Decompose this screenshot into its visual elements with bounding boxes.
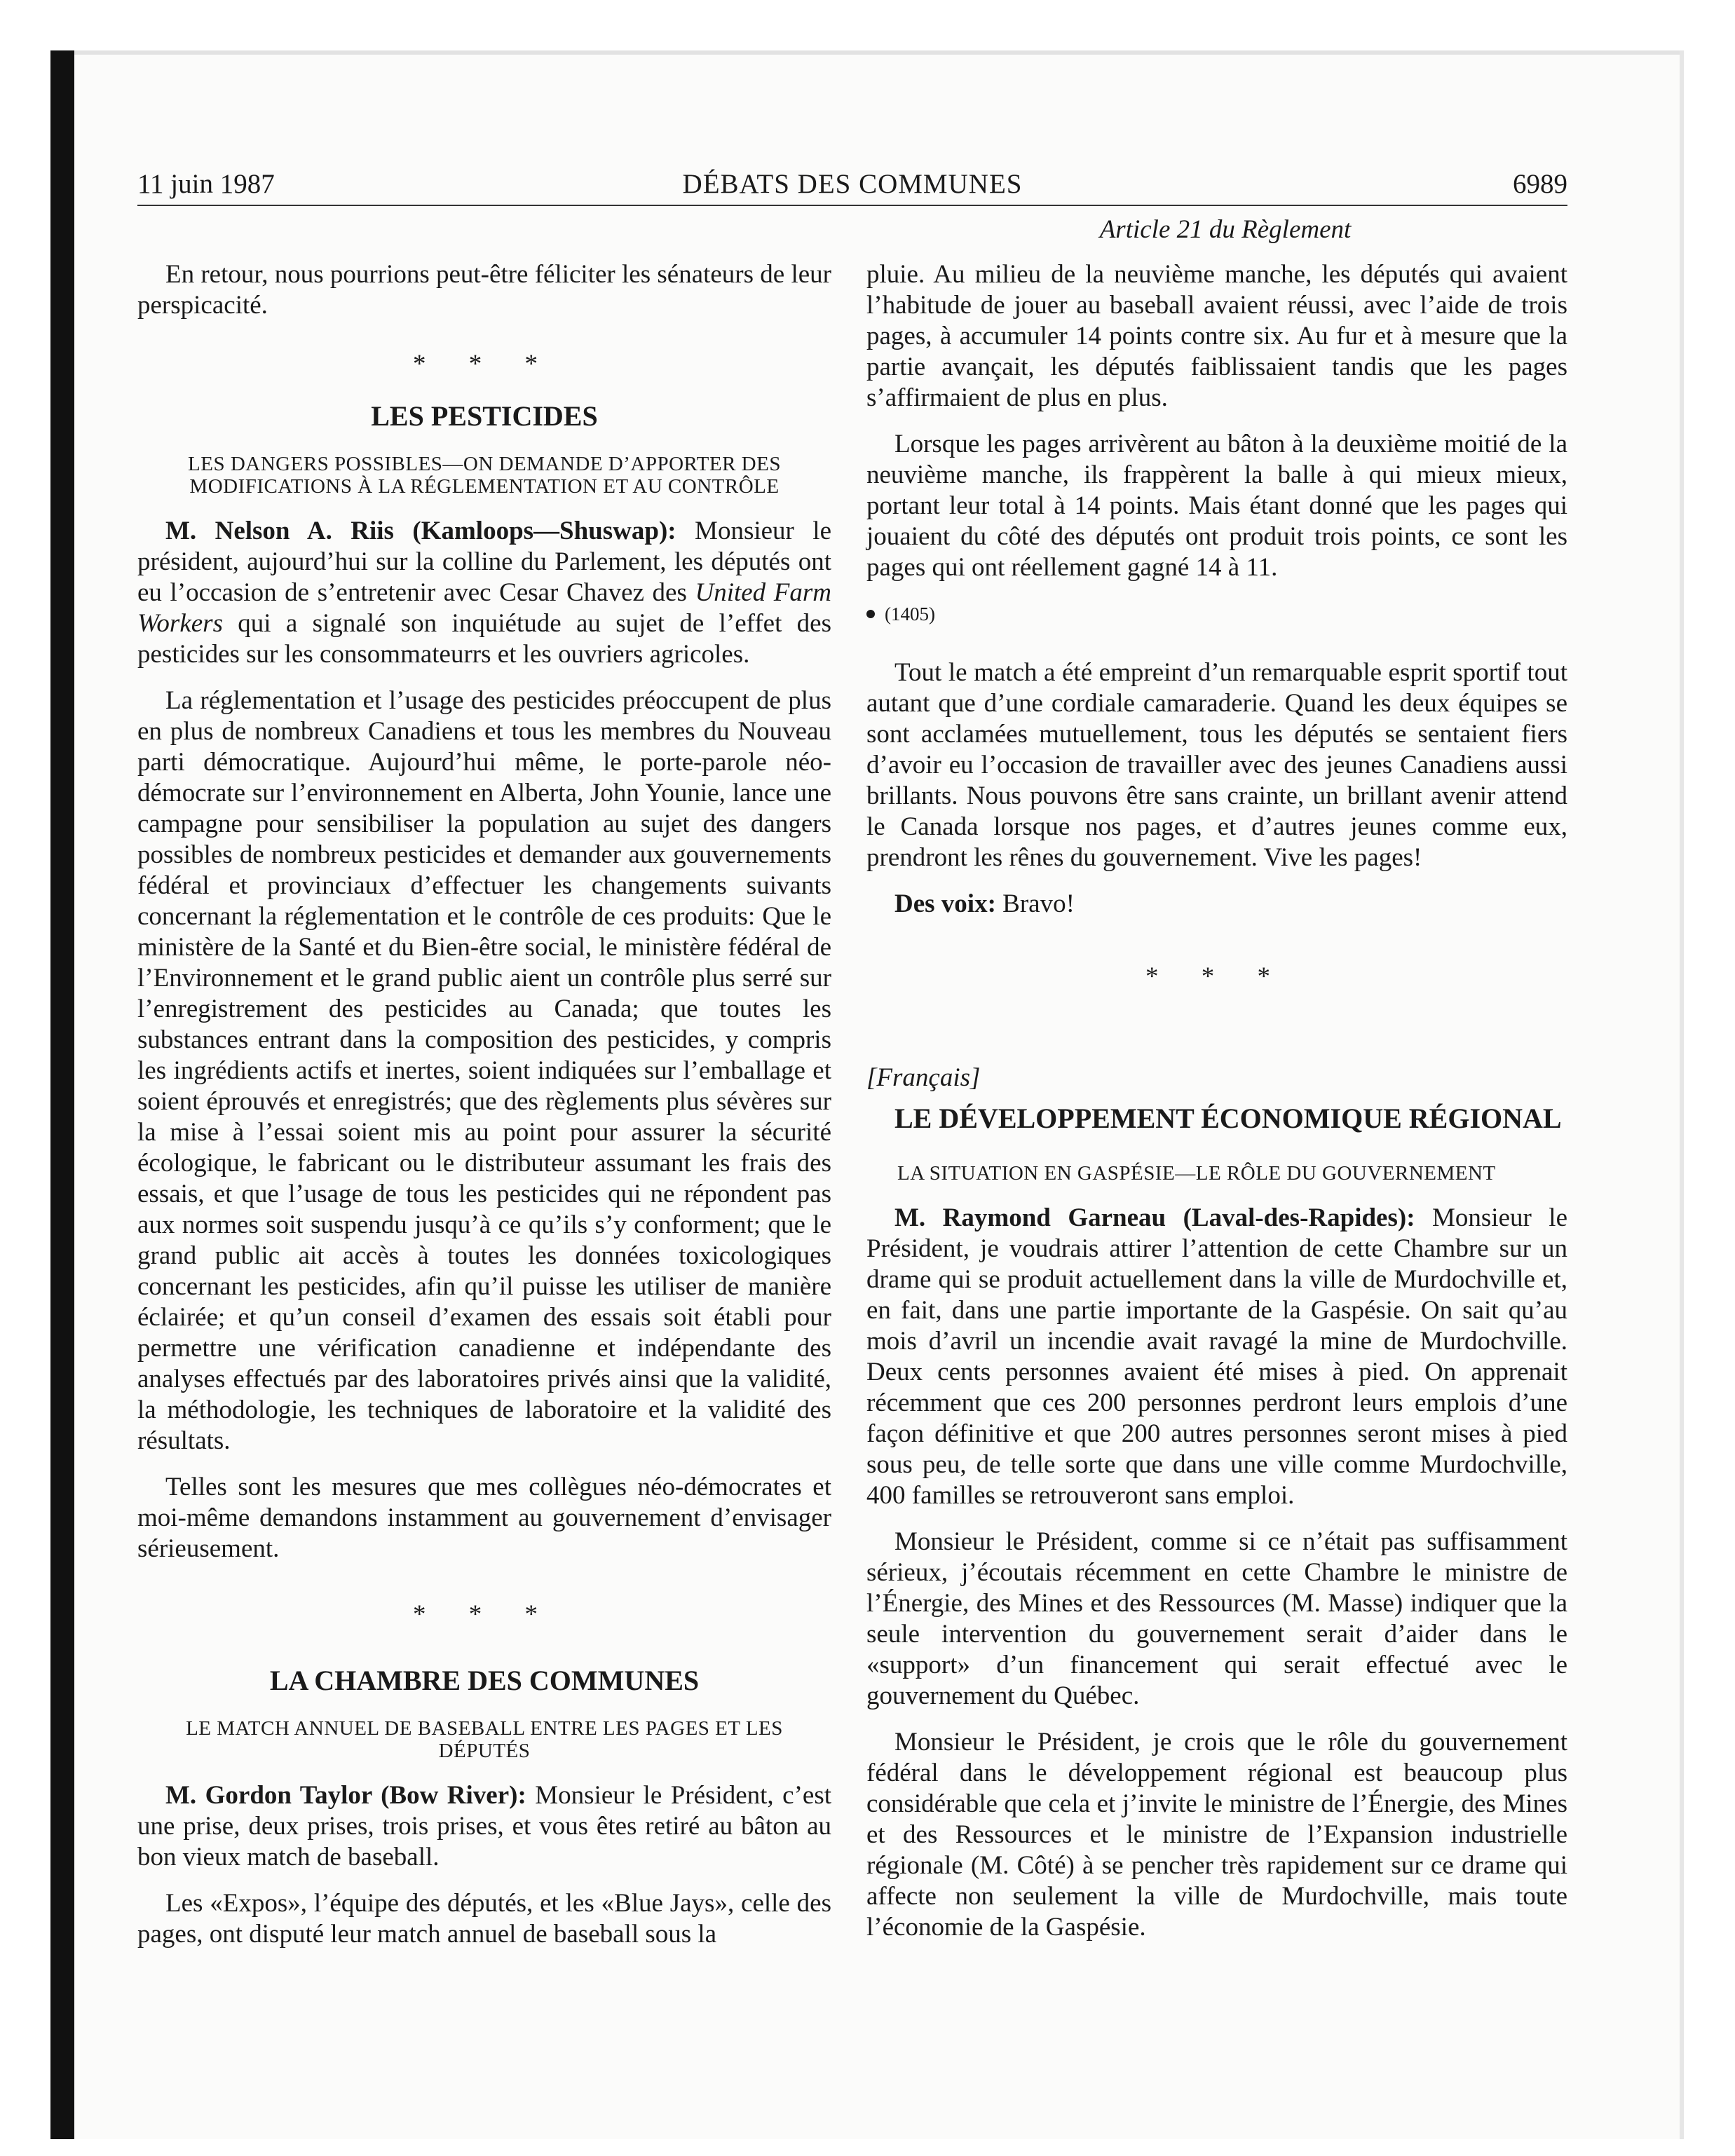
header-publication: DÉBATS DES COMMUNES [682,169,1023,199]
speaker-name: M. Gordon Taylor (Bow River): [165,1781,526,1810]
speech-taylor-p3: Lorsque les pages arrivèrent au bâton à la deuxième moitié de la neuvième manche, ils frappèrent la balle à qui mieux mieux, portant leur total à 14 points. Mais étant donné que les pages qui jouaient du côté des députés ont produit trois points, ce sont les pages qui ont réellement gagné 14 à 11. [866,430,1567,582]
voices-label: Des voix: [894,889,996,918]
section-subtitle-developpement: LA SITUATION EN GASPÉSIE—LE RÔLE DU GOUVERNEMENT [897,1162,1496,1185]
header-page-number: 6989 [1513,169,1567,199]
speech-garneau-p1 [866,1203,1567,1511]
section-separator: * * * [1145,962,1288,991]
bullet-icon [866,610,875,618]
speaker-name: M. Raymond Garneau (Laval-des-Rapides): [894,1203,1415,1232]
left-column [137,259,831,1965]
speech-taylor-p4: Tout le match a été empreint d’un remarquable esprit sportif tout autant que d’une cordiale camaraderie. Quand les deux équipes se sont acclamées mutuellement, tous les députés se sentaient fiers d’avoir eu l’occasion de travailler avec des jeunes Canadiens aussi brillants. Nous pouvons être sans crainte, un brillant avenir attend le Canada lorsque nos pages, et d’autres jeunes comme eux, prendront les rênes du gouvernement. Vive les pages! [866,658,1567,872]
header-date: 11 juin 1987 [137,169,275,199]
section-separator: * * * [413,350,556,378]
speech-text: Monsieur le président, aujourd’hui sur la colline du Parlement, les députés ont eu l’occasion de s’entretenir avec Cesar Chavez des [137,517,831,607]
speech-taylor-p1 [137,1780,831,1873]
section-title-pesticides: LES PESTICIDES [371,400,598,432]
section-separator: * * * [413,1600,556,1629]
timestamp-label: (1405) [885,603,935,625]
speech-text: Monsieur le Président, je voudrais attirer l’attention de cette Chambre sur un drame qui se produit actuellement dans la ville de Murdochville et, en fait, dans une partie importante de la Gaspésie. On sait qu’au mois d’avril un incendie avait ravagé la mine de Murdochville. Deux cents personnes avaient été mises à pied. On apprenait récemment que ces 200 personnes perdront leurs emplois d’une façon définitive et que 200 autres personnes seront mises à pied sous peu, de telle sorte que dans une ville comme Murdochville, 400 familles se retrouveront sans emploi. [866,1203,1567,1510]
scan-border-left [50,50,74,2139]
speech-garneau-p3: Monsieur le Président, je crois que le rôle du gouvernement fédéral dans le développement régional est beaucoup plus considérable que cela et j’invite le ministre de l’Énergie, des Mines et des Ressources et le ministre de l’Expansion industrielle régionale (M. Côté) à se pencher très rapidement sur ce drame qui affecte non seulement la ville de Murdochville, mais toute l’économie de la Gaspésie. [866,1728,1567,1942]
section-title-chambre: LA CHAMBRE DES COMMUNES [269,1665,700,1696]
voices-text: Bravo! [995,889,1075,918]
speech-text: qui a signalé son inquiétude au sujet de l’effet des pesticides sur les consommateurrs et les ouvriers agricoles. [137,609,831,669]
section-subtitle-chambre: LE MATCH ANNUEL DE BASEBALL ENTRE LES PAGES ET LES DÉPUTÉS [186,1717,783,1762]
speech-text: Monsieur le Président, c’est une prise, deux prises, trois prises, et vous êtes retiré au bâton au bon vieux match de baseball. [137,1781,831,1871]
intro-paragraph: En retour, nous pourrions peut-être féliciter les sénateurs de leur perspicacité. [137,260,831,320]
speech-riis-p3: Telles sont les mesures que mes collègues néo-démocrates et moi-même demandons instamment au gouvernement d’envisager sérieusement. [137,1473,831,1563]
speech-taylor-p2-continued: pluie. Au milieu de la neuvième manche, les députés qui avaient l’habitude de jouer au baseball avaient réussi, avec l’aide de trois pages, à accumuler 14 points contre six. Au fur et à mesure que la partie avançait, les députés faiblissaient tandis que les pages s’affirmaient de plus en plus. [866,260,1567,412]
language-marker: [Français] [866,1063,981,1092]
speech-riis-p1 [137,516,831,670]
section-subtitle-pesticides: LES DANGERS POSSIBLES—ON DEMANDE D’APPORTER DES MODIFICATIONS À LA RÉGLEMENTATION ET AU CONTRÔLE [188,453,781,498]
speaker-name: M. Nelson A. Riis (Kamloops—Shuswap): [165,517,676,545]
section-title-developpement: LE DÉVELOPPEMENT ÉCONOMIQUE RÉGIONAL [894,1103,1562,1134]
voices-line [866,889,1567,920]
right-column [866,259,1567,1958]
header-rule [137,205,1567,206]
speech-riis-p2: La réglementation et l’usage des pesticides préoccupent de plus en plus de nombreux Canadiens et tous les membres du Nouveau parti démocratique. Aujourd’hui même, le porte-parole néo-démocrate sur l’environnement en Alberta, John Younie, lance une campagne pour sensibiliser la population au sujet des dangers possibles de nombreux pesticides et demander aux gouvernements fédéral et provinciaux d’effectuer les changements suivants concernant la réglementation et le contrôle de ces produits: Que le ministère de la Santé et du Bien-être social, le ministère fédéral de l’Environnement et le grand public aient un contrôle plus serré sur l’enregistrement des pesticides au Canada; que toutes les substances entrant dans la composition des pesticides, y compris les ingrédients actifs et inertes, soient indiquées sur l’emballage et soient éprouvés et enregistrés; que des règlements plus sévères sur la mise à l’essai soient mis au point pour assurer la sécurité écologique, le fabricant ou le distributeur assumant les frais des essais, et que l’usage de tous les pesticides qui ne répondent pas aux normes soit suspendu jusqu’à ce qu’ils s’y conforment; que le grand public ait accès à toutes les données toxicologiques concernant les pesticides, afin qu’il puisse les utiliser de manière éclairée; et qu’un conseil d’examen des essais soit établi pour permettre une vérification canadienne et indépendante des analyses effectués par des laboratoires privés ainsi que la validité, la méthodologie, les techniques de laboratoire et la validité des résultats. [137,686,831,1455]
scan-border-right [1680,50,1684,2139]
speech-garneau-p2: Monsieur le Président, comme si ce n’était pas suffisamment sérieux, j’écoutais récemment en cette Chambre le ministre de l’Énergie, des Mines et des Ressources (M. Masse) indiquer que la seule intervention du gouvernement serait d’aider dans le «support» d’un financement qui serait effectué avec le gouvernement du Québec. [866,1527,1567,1710]
running-header [137,168,1567,207]
organization-name: United Farm Workers [137,578,831,638]
header-section: Article 21 du Règlement [1099,215,1352,244]
speech-taylor-p2: Les «Expos», l’équipe des députés, et les «Blue Jays», celle des pages, ont disputé leur match annuel de baseball sous la [137,1889,831,1949]
timestamp [866,599,1567,629]
